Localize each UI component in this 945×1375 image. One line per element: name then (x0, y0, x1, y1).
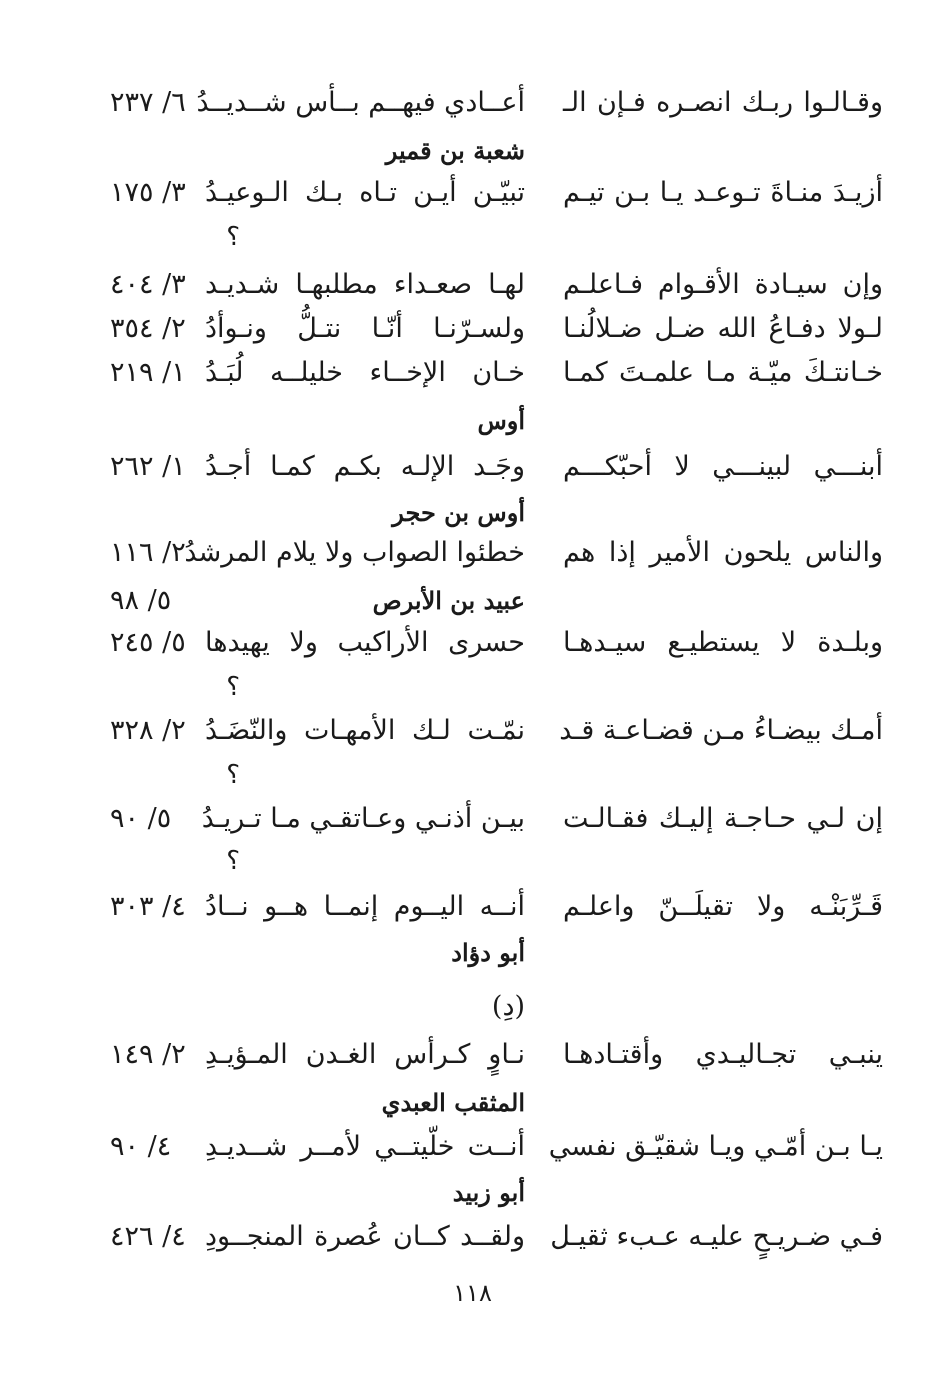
verse-second-hemistich: خطئوا الصواب ولا يلام المرشدُ (184, 537, 525, 568)
verse-first-hemistich: لـولا دفـاعُ الله ضـل ضـلالُنـا (563, 313, 883, 344)
verse-first-hemistich: يـا بـن أمّـي ويـا شقيّـق نفسي (548, 1131, 883, 1162)
verse-reference: ٢/ ٣٥٤ (110, 313, 186, 344)
poet-reference: ٥/ ٩٨ (110, 585, 172, 616)
verse-reference: ٥/ ٩٠ (110, 803, 172, 834)
verse-reference: ٤/ ٣٠٣ (110, 891, 186, 922)
verse-reference: ٣/ ٤٠٤ (110, 269, 186, 300)
verse-first-hemistich: خـانتـكَ ميّـة مـا علمـتَ كمـا (563, 357, 883, 388)
verse-first-hemistich: أمـك بيضـاءُ مـن قضـاعـة قـد (559, 715, 883, 746)
verse-first-hemistich: قَـرِّبَنْـه ولا تقيلَــنّ واعلـم (563, 891, 883, 922)
poet-name: عبيد بن الأبرص (372, 586, 525, 615)
verse-first-hemistich: إن لـي حـاجـة إليـك فقـالـت (563, 803, 883, 834)
poet-unknown-mark: ؟ (226, 222, 240, 252)
verse-first-hemistich: أزيـدَ منـاةَ تـوعـد يـا بـن تيـم (563, 177, 883, 208)
verse-second-hemistich: حسرى الأراكيب ولا يهيدها (205, 627, 525, 658)
verse-first-hemistich: ينبـي تجـاليـدي وأقتـادهـا (563, 1039, 883, 1070)
verse-second-hemistich: ولسـرّنـا أنّـا نتـلُّ ونـوأدُ (205, 313, 525, 344)
section-heading: (دِ) (491, 991, 525, 1022)
verse-first-hemistich: وإن سيـادة الأقـوام فـاعلـم (563, 269, 883, 300)
verse-second-hemistich: نـاوٍ كـرأس الغـدن المـؤيـدِ (205, 1039, 525, 1070)
verse-reference: ١/ ٢٦٢ (110, 451, 186, 482)
poet-name: أوس بن حجر (392, 498, 525, 527)
verse-first-hemistich: وبلـدة لا يستطيـع سيـدهـا (563, 627, 883, 658)
verse-second-hemistich: نمّـت لـك الأمهـات والنّضَـدُ (205, 715, 525, 746)
poet-unknown-mark: ؟ (226, 846, 240, 876)
verse-first-hemistich: وقـالـوا ربـك انصـره فـإن الـ (563, 87, 883, 118)
poet-name: أبو زبيد (452, 1178, 525, 1207)
poet-unknown-mark: ؟ (226, 672, 240, 702)
poet-name: أبو دؤاد (451, 938, 525, 967)
verse-reference: ١/ ٢١٩ (110, 357, 186, 388)
verse-first-hemistich: والناس يلحون الأمير إذا هم (563, 537, 883, 568)
verse-reference: ٦/ ٢٣٧ (110, 87, 186, 118)
verse-reference: ٢/ ١١٦ (110, 537, 186, 568)
verse-first-hemistich: أبنـــي لبينـــي لا أحبّكـــم (563, 451, 883, 482)
verse-second-hemistich: أعــادي فيهــم بــأس شــديــدُ (196, 87, 525, 118)
verse-reference: ٤/ ٩٠ (110, 1131, 172, 1162)
verse-reference: ٣/ ١٧٥ (110, 177, 186, 208)
verse-reference: ٢/ ١٤٩ (110, 1039, 186, 1070)
verse-reference: ٢/ ٣٢٨ (110, 715, 186, 746)
verse-second-hemistich: أنــت خلّيتــي لأمــر شــديـدِ (205, 1131, 525, 1162)
verse-reference: ٥/ ٢٤٥ (110, 627, 186, 658)
poet-name: المثقب العبدي (381, 1088, 525, 1117)
verse-reference: ٤/ ٤٢٦ (110, 1221, 186, 1252)
verse-second-hemistich: خـان الإخــاء خليلــه لُبَـدُ (205, 357, 525, 388)
verse-first-hemistich: فـي ضـريـحٍ عليـه عـبء ثقيـل (550, 1221, 883, 1252)
poet-name: شعبة بن قمير (385, 136, 525, 165)
verse-second-hemistich: أنــه اليــوم إنمــا هــو نــادُ (205, 891, 525, 922)
poet-name: أوس (477, 406, 525, 435)
verse-second-hemistich: تبيّـن أيـن تـاه بـك الـوعيـدُ (205, 177, 525, 208)
poet-unknown-mark: ؟ (226, 760, 240, 790)
page-number: ١١٨ (453, 1279, 492, 1307)
verse-second-hemistich: بيـن أذنـي وعـاتقـي مـا تـريـدُ (201, 803, 525, 834)
verse-second-hemistich: ولقــد كــان عُصرة المنجــودِ (205, 1221, 525, 1252)
verse-second-hemistich: لهـا صعـداء مطلبهـا شـديـد (205, 269, 525, 300)
verse-second-hemistich: وجَـد الإلـه بكـم كمـا أجـدُ (205, 451, 525, 482)
